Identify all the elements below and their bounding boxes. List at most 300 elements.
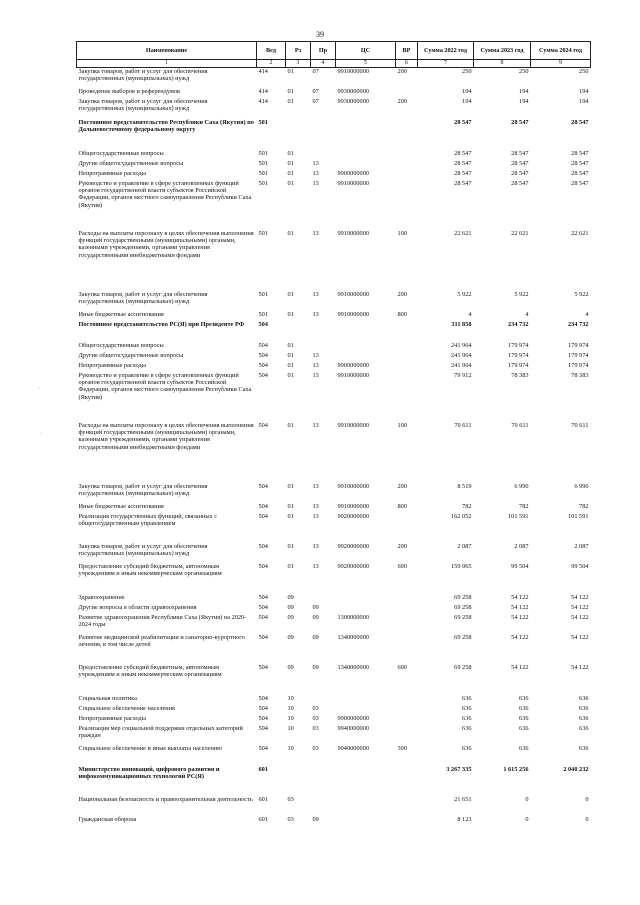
table-row: [77, 68, 591, 89]
row-sum-2024: 5 922: [574, 291, 589, 298]
header-sum-2024: Сумма 2024 год: [531, 42, 591, 60]
row-sum-2024: 2 087: [574, 543, 589, 550]
header-pr: Пр: [311, 42, 336, 60]
row-vr: [396, 342, 418, 352]
row-sum-2024: 28 547: [571, 150, 589, 157]
row-cs: 9940000000: [337, 725, 369, 732]
row-cs: 9900000000: [337, 170, 369, 177]
row-rz: 01: [287, 170, 294, 177]
row-rz: 09: [287, 604, 294, 611]
row-vr: [396, 634, 418, 664]
row-cs: [336, 816, 396, 826]
row-ved: 504: [258, 352, 268, 359]
col-number: 7: [418, 60, 474, 68]
row-sum-2022: 22 621: [454, 230, 472, 237]
row-vr: 200: [397, 543, 407, 550]
row-ved: 504: [258, 503, 268, 510]
row-sum-2024: 179 974: [568, 352, 589, 359]
row-ved: 501: [258, 311, 268, 318]
table-row: [77, 170, 591, 180]
margin-dot: ·: [40, 431, 42, 437]
row-sum-2023: 234 732: [508, 321, 529, 328]
row-name: Национальная безопасность и правоохранительная деятельность: [78, 796, 253, 803]
row-ved: 501: [258, 150, 268, 157]
row-rz: 01: [287, 291, 294, 298]
row-vr: [396, 170, 418, 180]
row-ved: 501: [258, 291, 268, 298]
row-cs: [336, 150, 396, 160]
table-row: [77, 695, 591, 705]
row-sum-2022: 636: [462, 745, 472, 752]
row-pr: 03: [312, 745, 319, 752]
row-sum-2023: 54 122: [511, 614, 529, 621]
table-row: [77, 513, 591, 543]
row-vr: [396, 816, 418, 826]
row-name: Проведение выборов и референдумов: [78, 88, 181, 95]
row-sum-2023: 28 547: [511, 170, 529, 177]
header-cs: ЦС: [336, 42, 396, 60]
row-ved: 601: [258, 796, 268, 803]
row-sum-2023: 54 122: [511, 604, 529, 611]
row-cs: [336, 604, 396, 614]
row-rz: 09: [287, 664, 294, 671]
header-name: Наименование: [77, 42, 257, 60]
row-vr: 200: [397, 291, 407, 298]
table-row: [77, 503, 591, 513]
table-row: [77, 816, 591, 826]
row-ved: 504: [258, 513, 268, 520]
row-cs: 9920000000: [337, 543, 369, 550]
row-sum-2024: 636: [579, 715, 589, 722]
row-cs: 9910000000: [337, 503, 369, 510]
row-rz: [286, 321, 311, 342]
row-ved: 504: [258, 614, 268, 621]
table-row: [77, 664, 591, 695]
row-name: Предоставление субсидий бюджетным, автономным учреждениям и иным некоммерческим организациям: [78, 563, 222, 578]
row-sum-2022: 21 651: [454, 796, 472, 803]
row-rz: 10: [287, 745, 294, 752]
row-rz: 01: [287, 362, 294, 369]
table-row: [77, 634, 591, 664]
row-rz: 01: [287, 88, 294, 95]
row-cs: 1340000000: [337, 634, 369, 641]
row-vr: [396, 180, 418, 230]
row-ved: 504: [258, 745, 268, 752]
row-rz: 01: [287, 352, 294, 359]
row-sum-2022: 241 964: [451, 342, 472, 349]
table-row: [77, 766, 591, 796]
table-row: [77, 725, 591, 745]
row-ved: 501: [258, 160, 268, 167]
row-cs: 9910000000: [337, 483, 369, 490]
row-ved: 504: [258, 422, 268, 429]
row-pr: 13: [312, 160, 319, 167]
row-pr: 03: [312, 725, 319, 732]
row-name: Руководство и управление в сфере установленных функций органов государственной власти субъектов Российской Федерации, органов местного самоуправления Республики Саха (Якутия): [78, 180, 252, 209]
row-name: Закупка товаров, работ и услуг для обеспечения государственных (муниципальных) нужд: [78, 98, 208, 113]
row-vr: [396, 796, 418, 816]
row-name: Закупка товаров, работ и услуг для обеспечения государственных (муниципальных) нужд: [78, 291, 208, 306]
row-sum-2023: 179 974: [508, 342, 529, 349]
row-ved: 504: [258, 563, 268, 570]
row-pr: [311, 321, 336, 342]
row-sum-2024: 179 974: [568, 342, 589, 349]
table-row: [77, 88, 591, 98]
table-row: [77, 594, 591, 604]
row-sum-2023: 5 922: [514, 291, 529, 298]
row-sum-2024: 22 621: [571, 230, 589, 237]
row-pr: [311, 766, 336, 796]
row-pr: 13: [312, 180, 319, 187]
row-sum-2023: 636: [519, 695, 529, 702]
row-pr: 07: [312, 68, 319, 75]
row-sum-2023: 250: [519, 68, 529, 75]
row-cs: 9930000000: [337, 98, 369, 105]
row-name: Непрограммные расходы: [78, 170, 146, 177]
row-rz: 10: [287, 715, 294, 722]
table-row: [77, 796, 591, 816]
row-cs: [336, 695, 396, 705]
table-row: [77, 311, 591, 321]
row-sum-2022: 162 052: [451, 513, 472, 520]
row-pr: [311, 796, 336, 816]
row-sum-2023: 28 547: [511, 150, 529, 157]
row-name: Закупка товаров, работ и услуг для обеспечения государственных (муниципальных) нужд: [78, 543, 208, 558]
row-ved: 601: [258, 766, 268, 773]
row-vr: [396, 119, 418, 150]
table-row: [77, 705, 591, 715]
col-number: 2: [257, 60, 286, 68]
row-sum-2022: 5 922: [457, 291, 472, 298]
row-vr: [396, 160, 418, 170]
row-ved: 504: [258, 362, 268, 369]
row-name: Расходы на выплаты персоналу в целях обеспечения выполнения функций государственными (муниципальными) органами, казенными учреждениями, органами управления государственными внебюджетными фондами: [78, 422, 254, 451]
row-cs: 9900000000: [337, 362, 369, 369]
row-sum-2024: 70 611: [571, 422, 589, 429]
row-pr: 13: [312, 503, 319, 510]
row-sum-2022: 28 547: [454, 119, 472, 126]
row-rz: 10: [287, 705, 294, 712]
row-rz: 01: [287, 503, 294, 510]
row-rz: 10: [287, 725, 294, 732]
row-vr: [396, 604, 418, 614]
row-sum-2023: 70 611: [511, 422, 529, 429]
table-row: [77, 715, 591, 725]
table-row: [77, 614, 591, 634]
row-rz: 03: [287, 816, 294, 823]
header-rz: Рз: [286, 42, 311, 60]
row-sum-2023: 28 547: [511, 180, 529, 187]
row-vr: [396, 715, 418, 725]
table-row: [77, 291, 591, 311]
row-pr: [311, 150, 336, 160]
row-vr: [396, 705, 418, 715]
row-name: Общегосударственные вопросы: [78, 150, 164, 157]
row-vr: 300: [397, 745, 407, 752]
row-cs: 9910000000: [337, 180, 369, 187]
row-cs: 9910000000: [337, 291, 369, 298]
row-cs: 9910000000: [337, 422, 369, 429]
row-pr: 13: [312, 230, 319, 237]
row-sum-2022: 28 547: [454, 150, 472, 157]
row-name: Другие общегосударственные вопросы: [78, 160, 184, 167]
row-sum-2022: 69 258: [454, 604, 472, 611]
row-pr: 03: [312, 715, 319, 722]
row-vr: 200: [397, 483, 407, 490]
row-cs: 9910000000: [337, 311, 369, 318]
row-vr: [396, 766, 418, 796]
row-name: Развитие медицинской реабилитации и санаторно-курортного лечения, в том числе детей: [78, 634, 245, 649]
row-sum-2024: 28 547: [571, 160, 589, 167]
row-sum-2022: 194: [462, 98, 472, 105]
row-pr: [311, 342, 336, 352]
row-pr: 13: [312, 422, 319, 429]
row-sum-2024: 636: [579, 745, 589, 752]
row-vr: [396, 88, 418, 98]
row-pr: 13: [312, 311, 319, 318]
row-vr: [396, 614, 418, 634]
row-ved: 504: [258, 342, 268, 349]
row-sum-2024: 250: [579, 68, 589, 75]
row-sum-2022: 636: [462, 705, 472, 712]
row-sum-2022: 250: [462, 68, 472, 75]
row-cs: [336, 342, 396, 352]
row-sum-2024: 234 732: [568, 321, 589, 328]
row-vr: 200: [397, 68, 407, 75]
row-pr: 13: [312, 352, 319, 359]
row-ved: 414: [258, 98, 268, 105]
row-cs: 9930000000: [337, 88, 369, 95]
row-pr: [311, 119, 336, 150]
row-sum-2022: 69 258: [454, 664, 472, 671]
row-cs: 9910000000: [337, 68, 369, 75]
table-row: [77, 563, 591, 594]
row-name: Другие общегосударственные вопросы: [78, 352, 184, 359]
row-ved: 501: [258, 180, 268, 187]
table-row: [77, 119, 591, 150]
row-sum-2023: 636: [519, 745, 529, 752]
row-name: Гражданская оборона: [78, 816, 137, 823]
row-sum-2023: 179 974: [508, 362, 529, 369]
row-pr: 13: [312, 513, 319, 520]
row-sum-2024: 194: [579, 98, 589, 105]
row-ved: 504: [258, 705, 268, 712]
column-number-row: [77, 60, 591, 68]
row-rz: 01: [287, 68, 294, 75]
row-vr: [396, 150, 418, 160]
row-pr: 13: [312, 563, 319, 570]
row-name: Общегосударственные вопросы: [78, 342, 164, 349]
row-sum-2023: 179 974: [508, 352, 529, 359]
row-sum-2022: 636: [462, 715, 472, 722]
row-sum-2024: 0: [585, 816, 589, 823]
row-vr: [396, 372, 418, 422]
row-ved: 501: [258, 170, 268, 177]
table-row: [77, 604, 591, 614]
row-rz: 09: [287, 614, 294, 621]
row-sum-2022: 636: [462, 725, 472, 732]
row-sum-2024: 54 122: [571, 614, 589, 621]
row-ved: 601: [258, 816, 268, 823]
row-vr: [396, 352, 418, 362]
row-sum-2023: 28 547: [511, 119, 529, 126]
row-name: Реализация государственных функций, связанных с общегосударственным управлением: [78, 513, 218, 528]
row-sum-2022: 28 547: [454, 160, 472, 167]
row-rz: 01: [287, 543, 294, 550]
row-sum-2023: 1 615 256: [503, 766, 529, 773]
row-sum-2023: 194: [519, 98, 529, 105]
col-number: 3: [286, 60, 311, 68]
row-sum-2022: 2 087: [457, 543, 472, 550]
row-pr: 07: [312, 88, 319, 95]
row-rz: [286, 766, 311, 796]
row-name: Социальное обеспечение населения: [78, 705, 175, 712]
margin-dot: ·: [38, 386, 40, 392]
row-cs: 9910000000: [337, 372, 369, 379]
row-sum-2023: 99 504: [511, 563, 529, 570]
row-pr: 09: [312, 604, 319, 611]
table-row: [77, 483, 591, 503]
row-ved: 414: [258, 88, 268, 95]
row-vr: 100: [397, 422, 407, 429]
row-sum-2024: 28 547: [571, 119, 589, 126]
row-ved: 504: [258, 604, 268, 611]
row-rz: 09: [287, 594, 294, 601]
row-rz: 01: [287, 372, 294, 379]
table-row: [77, 150, 591, 160]
table-body: [77, 68, 591, 827]
row-sum-2023: 0: [525, 796, 529, 803]
col-number: 6: [396, 60, 418, 68]
col-number: 9: [531, 60, 591, 68]
row-rz: 01: [287, 98, 294, 105]
row-cs: 1300000000: [337, 614, 369, 621]
row-pr: 09: [312, 614, 319, 621]
row-sum-2024: 28 547: [571, 170, 589, 177]
row-sum-2023: 2 087: [514, 543, 529, 550]
row-cs: [336, 321, 396, 342]
row-ved: 504: [258, 483, 268, 490]
row-sum-2023: 54 122: [511, 664, 529, 671]
row-pr: 13: [312, 170, 319, 177]
row-ved: 504: [258, 594, 268, 601]
row-sum-2024: 54 122: [571, 594, 589, 601]
header-vr: ВР: [396, 42, 418, 60]
row-sum-2024: 28 547: [571, 180, 589, 187]
row-name: Реализация мер социальной поддержки отдельных категорий граждан: [78, 725, 243, 740]
row-rz: 01: [287, 422, 294, 429]
row-sum-2023: 636: [519, 705, 529, 712]
row-sum-2023: 101 591: [508, 513, 529, 520]
row-pr: 13: [312, 483, 319, 490]
row-rz: 01: [287, 311, 294, 318]
row-sum-2023: 4: [525, 311, 529, 318]
row-sum-2022: 69 258: [454, 594, 472, 601]
table-row: [77, 543, 591, 563]
row-cs: [336, 119, 396, 150]
row-sum-2024: 194: [579, 88, 589, 95]
row-sum-2024: 54 122: [571, 634, 589, 641]
row-sum-2024: 101 591: [568, 513, 589, 520]
row-cs: 9940000000: [337, 745, 369, 752]
row-ved: 504: [258, 543, 268, 550]
row-ved: 504: [258, 321, 268, 328]
row-ved: 414: [258, 68, 268, 75]
row-ved: 501: [258, 119, 268, 126]
row-name: Закупка товаров, работ и услуг для обеспечения государственных (муниципальных) нужд: [78, 483, 208, 498]
row-pr: 09: [312, 664, 319, 671]
row-sum-2022: 194: [462, 88, 472, 95]
row-sum-2022: 79 912: [454, 372, 472, 379]
row-cs: 9900000000: [337, 715, 369, 722]
row-sum-2022: 241 964: [451, 362, 472, 369]
row-pr: 13: [312, 543, 319, 550]
row-rz: [286, 119, 311, 150]
table-row: [77, 342, 591, 352]
row-sum-2022: 159 965: [451, 563, 472, 570]
table-row: [77, 321, 591, 342]
row-sum-2024: 636: [579, 705, 589, 712]
row-sum-2023: 194: [519, 88, 529, 95]
row-pr: 09: [312, 634, 319, 641]
row-sum-2024: 2 040 232: [563, 766, 589, 773]
row-ved: 504: [258, 695, 268, 702]
col-number: 1: [77, 60, 257, 68]
row-vr: [396, 362, 418, 372]
row-rz: 01: [287, 150, 294, 157]
table-row: [77, 160, 591, 170]
col-number: 5: [336, 60, 396, 68]
row-name: Социальное обеспечение и иные выплаты населению: [78, 745, 222, 752]
table-row: [77, 422, 591, 483]
row-sum-2023: 782: [519, 503, 529, 510]
row-sum-2024: 636: [579, 725, 589, 732]
table-row: [77, 352, 591, 362]
table-row: [77, 98, 591, 119]
row-cs: [336, 766, 396, 796]
row-sum-2022: 4: [468, 311, 472, 318]
row-sum-2022: 3 267 335: [446, 766, 472, 773]
page-number: 39: [316, 30, 324, 39]
row-sum-2024: 0: [585, 796, 589, 803]
row-rz: 03: [287, 796, 294, 803]
row-name: Здравоохранение: [78, 594, 125, 601]
row-sum-2023: 54 122: [511, 634, 529, 641]
row-pr: 13: [312, 362, 319, 369]
header-ved: Вед: [257, 42, 286, 60]
row-name: Развитие здравоохранения Республики Саха (Якутия) на 2020-2024 годы: [78, 614, 247, 629]
row-ved: 504: [258, 715, 268, 722]
row-pr: [311, 695, 336, 705]
row-name: Другие вопросы в области здравоохранения: [78, 604, 197, 611]
row-name: Министерство инноваций, цифрового развития и инфокоммуникационных технологий РС(Я): [78, 766, 220, 781]
row-sum-2022: 636: [462, 695, 472, 702]
row-sum-2023: 22 621: [511, 230, 529, 237]
row-vr: 600: [397, 563, 407, 570]
row-name: Постоянное представительство Республики Саха (Якутия) по Дальневосточному федеральному округу: [78, 119, 254, 134]
row-rz: 01: [287, 230, 294, 237]
row-ved: 504: [258, 725, 268, 732]
row-name: Непрограммные расходы: [78, 362, 146, 369]
row-name: Непрограммные расходы: [78, 715, 146, 722]
row-cs: [336, 796, 396, 816]
row-cs: [336, 594, 396, 604]
row-cs: 9910000000: [337, 230, 369, 237]
row-vr: 600: [397, 664, 407, 671]
row-sum-2022: 8 519: [457, 483, 472, 490]
col-number: 8: [474, 60, 531, 68]
row-vr: [396, 594, 418, 604]
